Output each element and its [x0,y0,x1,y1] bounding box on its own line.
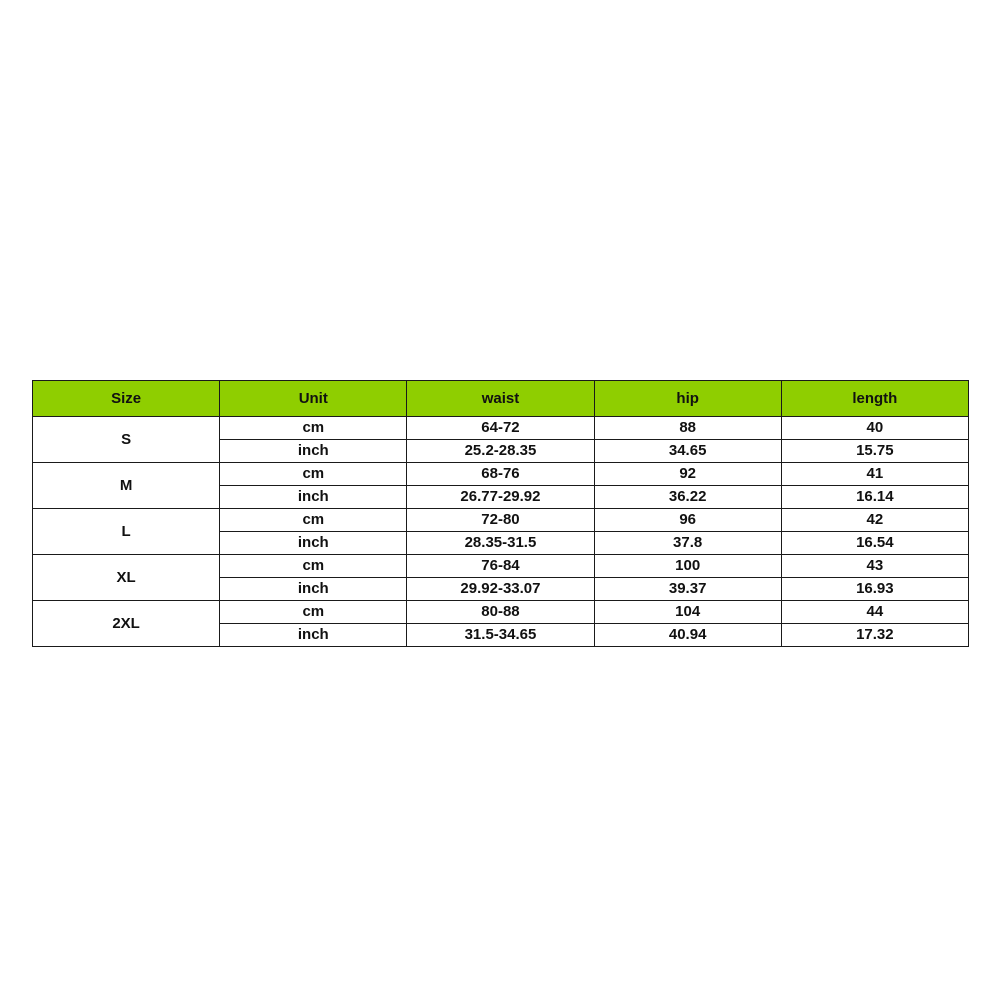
waist-cell: 26.77-29.92 [407,486,594,509]
header-unit: Unit [220,381,407,417]
size-cell: L [33,509,220,555]
header-hip: hip [594,381,781,417]
unit-cell: inch [220,486,407,509]
unit-cell: cm [220,463,407,486]
length-cell: 17.32 [781,624,968,647]
size-chart-body [33,417,969,647]
size-cell: M [33,463,220,509]
hip-cell: 88 [594,417,781,440]
size-chart-header [33,381,969,417]
length-cell: 16.93 [781,578,968,601]
header-waist: waist [407,381,594,417]
hip-cell: 104 [594,601,781,624]
length-cell: 40 [781,417,968,440]
unit-cell: cm [220,509,407,532]
size-chart-table [32,380,969,647]
hip-cell: 36.22 [594,486,781,509]
header-size: Size [33,381,220,417]
unit-cell: cm [220,601,407,624]
hip-cell: 100 [594,555,781,578]
table-row [33,555,969,578]
size-cell: 2XL [33,601,220,647]
waist-cell: 80-88 [407,601,594,624]
waist-cell: 64-72 [407,417,594,440]
waist-cell: 68-76 [407,463,594,486]
table-row [33,601,969,624]
waist-cell: 25.2-28.35 [407,440,594,463]
length-cell: 43 [781,555,968,578]
table-row [33,509,969,532]
hip-cell: 37.8 [594,532,781,555]
unit-cell: inch [220,440,407,463]
size-cell: S [33,417,220,463]
header-length: length [781,381,968,417]
hip-cell: 40.94 [594,624,781,647]
waist-cell: 29.92-33.07 [407,578,594,601]
length-cell: 15.75 [781,440,968,463]
length-cell: 41 [781,463,968,486]
unit-cell: inch [220,532,407,555]
hip-cell: 39.37 [594,578,781,601]
length-cell: 16.54 [781,532,968,555]
waist-cell: 31.5-34.65 [407,624,594,647]
unit-cell: cm [220,417,407,440]
waist-cell: 28.35-31.5 [407,532,594,555]
unit-cell: inch [220,578,407,601]
size-cell: XL [33,555,220,601]
waist-cell: 72-80 [407,509,594,532]
waist-cell: 76-84 [407,555,594,578]
header-row [33,381,969,417]
length-cell: 44 [781,601,968,624]
hip-cell: 96 [594,509,781,532]
hip-cell: 92 [594,463,781,486]
table-row [33,417,969,440]
unit-cell: inch [220,624,407,647]
length-cell: 16.14 [781,486,968,509]
length-cell: 42 [781,509,968,532]
table-row [33,463,969,486]
unit-cell: cm [220,555,407,578]
hip-cell: 34.65 [594,440,781,463]
